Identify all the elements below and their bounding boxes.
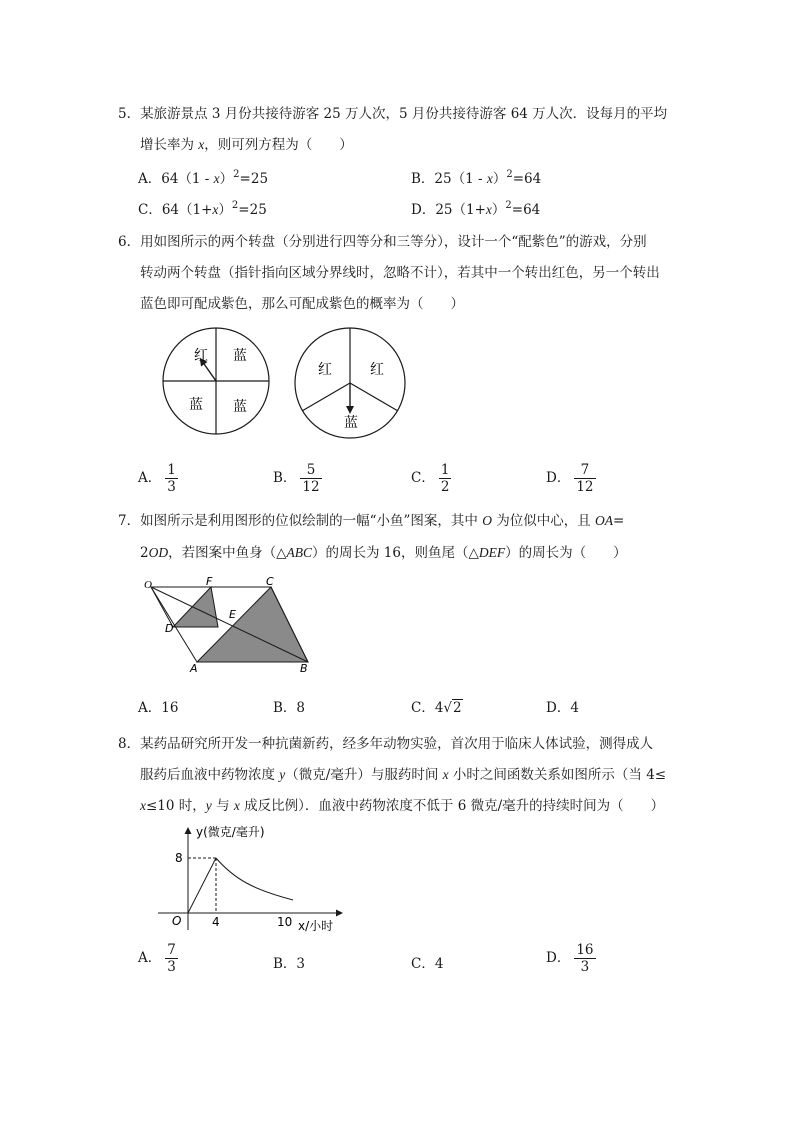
q7-option-c[interactable] xyxy=(411,696,463,716)
q5-a-post: =25 xyxy=(239,171,269,187)
var-x: x xyxy=(485,202,492,217)
label-E: E xyxy=(229,608,236,621)
q6-option-b[interactable] xyxy=(273,462,322,495)
linear-segment xyxy=(188,858,216,913)
var-OD: OD xyxy=(148,545,169,560)
q6-option-a[interactable] xyxy=(138,462,178,495)
y-axis-label: y(微克/毫升) xyxy=(196,825,265,839)
var-x: x xyxy=(198,137,205,152)
q8-line-1: 8．某药品研究所开发一种抗菌新药，经多年动物实验，首次用于临床人体试验，测得成人 xyxy=(118,736,654,752)
sqrt-icon: √ xyxy=(443,700,453,716)
q5-option-d[interactable] xyxy=(411,198,540,218)
q6-d-label: D． xyxy=(546,470,571,486)
q7-c-pre: C．4 xyxy=(411,700,444,716)
q7-text: 7．如图所示是利用图形的位似绘制的一幅“小鱼”图案，其中 xyxy=(118,513,483,529)
label-A: A xyxy=(190,662,198,675)
q5-a-exp: 2 xyxy=(233,169,240,180)
x-axis-label: x/小时 xyxy=(298,919,334,933)
q8-line-2 xyxy=(140,763,666,783)
line-OD xyxy=(151,587,173,627)
q7-text: ）的周长为（ ） xyxy=(505,545,627,561)
denominator: 2 xyxy=(440,479,450,495)
fraction xyxy=(574,462,595,495)
fraction xyxy=(165,942,178,975)
wheel1-sector-2: 蓝 xyxy=(233,348,247,364)
denominator: 12 xyxy=(302,479,320,495)
wheel1-sector-1: 红 xyxy=(194,348,208,364)
q5-c-pre: C．64（1+ xyxy=(138,202,213,218)
var-y: y xyxy=(205,798,212,813)
tick-10: 10 xyxy=(277,915,293,929)
var-x: x xyxy=(486,171,493,186)
q8-text: （微克/毫升）与服药时间 xyxy=(285,767,443,783)
q8-option-d[interactable] xyxy=(546,942,596,975)
q8-a-label: A． xyxy=(138,950,162,966)
label-F: F xyxy=(206,575,213,588)
var-DEF: DEF xyxy=(478,545,506,560)
q8-text: 服药后血液中药物浓度 xyxy=(140,767,280,783)
label-D: D xyxy=(165,622,174,635)
q5-d-exp: 2 xyxy=(505,200,512,211)
var-x: x xyxy=(233,798,240,813)
fraction xyxy=(300,462,321,495)
q7-line-1 xyxy=(118,509,624,529)
q6-line-2: 转动两个转盘（指针指向区域分界线时，忽略不计），若其中一个转出红色，另一个转出 xyxy=(140,265,660,281)
q5-b-pre: B．25（1 - xyxy=(411,171,487,187)
label-B: B xyxy=(300,662,308,675)
q5-option-c[interactable] xyxy=(138,198,267,218)
q6-line-3: 蓝色即可配成紫色，那么可配成紫色的概率为（ ） xyxy=(140,296,464,312)
tick-8: 8 xyxy=(175,851,183,865)
q7-line-2 xyxy=(140,541,627,561)
q8-line-3 xyxy=(140,794,664,814)
var-OA: OA xyxy=(595,513,614,528)
var-ABC: ABC xyxy=(286,545,312,560)
q7-text: ，若图案中鱼身（△ xyxy=(168,545,287,561)
q5-d-mid: ） xyxy=(491,202,506,218)
origin-label: O xyxy=(172,914,182,928)
q5-a-mid: ） xyxy=(219,171,234,187)
q6-a-label: A． xyxy=(138,470,162,486)
q5-option-a[interactable] xyxy=(138,167,268,187)
numerator: 5 xyxy=(300,462,321,479)
fish-tail-triangle xyxy=(173,587,218,627)
q8-text: 与 xyxy=(211,798,234,814)
var-y: y xyxy=(279,767,286,782)
q8-option-a[interactable] xyxy=(138,942,178,975)
q5-line-1: 5．某旅游景点 3 月份共接待游客 25 万人次，5 月份共接待游客 64 万人次．设每月的平均 xyxy=(118,106,668,122)
q6-b-label: B． xyxy=(273,470,297,486)
q6-option-d[interactable] xyxy=(546,462,596,495)
q5-line-2-tail: ，则可列方程为（ ） xyxy=(204,137,353,153)
q8-text: 小时之间函数关系如图所示（当 4≤ xyxy=(448,767,667,783)
radicand: 2 xyxy=(453,700,462,716)
var-x: x xyxy=(213,171,220,186)
q5-option-b[interactable] xyxy=(411,167,541,187)
wheel2-sector-1: 红 xyxy=(318,362,332,378)
q5-line-2 xyxy=(140,133,353,153)
fraction xyxy=(165,462,178,495)
denominator: 3 xyxy=(580,959,590,975)
denominator: 12 xyxy=(576,479,594,495)
denominator: 3 xyxy=(167,479,176,495)
q7-text: 为位似中心，且 xyxy=(491,513,596,529)
spinner-figure xyxy=(160,323,420,443)
fish-figure xyxy=(140,574,320,676)
q5-c-mid: ） xyxy=(218,202,232,218)
q8-d-label: D． xyxy=(546,950,571,966)
q7-text: 2 xyxy=(140,545,149,561)
q5-c-post: =25 xyxy=(238,202,267,218)
numerator: 7 xyxy=(574,462,595,479)
numerator: 1 xyxy=(167,462,176,478)
fraction xyxy=(574,942,595,975)
q6-c-label: C． xyxy=(411,470,435,486)
q7-option-b[interactable]: B．8 xyxy=(273,700,306,716)
wheel2-sector-2: 红 xyxy=(370,362,384,378)
label-C: C xyxy=(266,575,274,588)
q7-text: ）的周长为 16，则鱼尾（△ xyxy=(311,545,479,561)
spinner-four-part xyxy=(163,328,269,434)
var-x: x xyxy=(442,767,449,782)
q5-line-2-text: 增长率为 xyxy=(140,137,199,153)
fraction xyxy=(439,462,452,495)
q7-text: = xyxy=(613,513,625,529)
q5-d-pre: D．25（1+ xyxy=(411,202,486,218)
spinner-three-part xyxy=(295,328,405,438)
var-x: x xyxy=(140,798,146,813)
q5-a-pre: A．64（1 - xyxy=(138,171,214,187)
wheel2-sector-3: 蓝 xyxy=(344,415,358,431)
q7-option-a[interactable]: A．16 xyxy=(138,700,179,716)
var-O: O xyxy=(482,513,492,528)
numerator: 1 xyxy=(440,462,450,478)
wheel1-sector-4: 蓝 xyxy=(233,399,247,415)
tick-4: 4 xyxy=(212,915,220,929)
numerator: 7 xyxy=(167,942,176,958)
label-O: O xyxy=(144,579,152,591)
q8-option-b[interactable]: B．3 xyxy=(273,956,306,972)
q6-option-c[interactable] xyxy=(411,462,451,495)
q5-b-mid: ） xyxy=(492,171,507,187)
concentration-graph xyxy=(150,820,350,935)
inverse-curve xyxy=(216,858,293,900)
numerator: 16 xyxy=(576,942,594,958)
var-x: x xyxy=(212,202,219,217)
wheel1-sector-3: 蓝 xyxy=(189,397,203,413)
q8-option-c[interactable]: C．4 xyxy=(411,956,444,972)
q5-d-post: =64 xyxy=(511,202,541,218)
q5-b-exp: 2 xyxy=(506,169,513,180)
q8-text: ≤10 时， xyxy=(146,798,206,814)
q5-b-post: =64 xyxy=(512,171,542,187)
q8-text: 成反比例）．血液中药物浓度不低于 6 微克/毫升的持续时间为（ ） xyxy=(239,798,665,814)
q6-line-1: 6．用如图所示的两个转盘（分别进行四等分和三等分），设计一个“配紫色”的游戏，分别 xyxy=(118,234,647,250)
q5-c-exp: 2 xyxy=(231,200,239,211)
q7-option-d[interactable]: D．4 xyxy=(546,700,579,716)
denominator: 3 xyxy=(167,959,176,975)
